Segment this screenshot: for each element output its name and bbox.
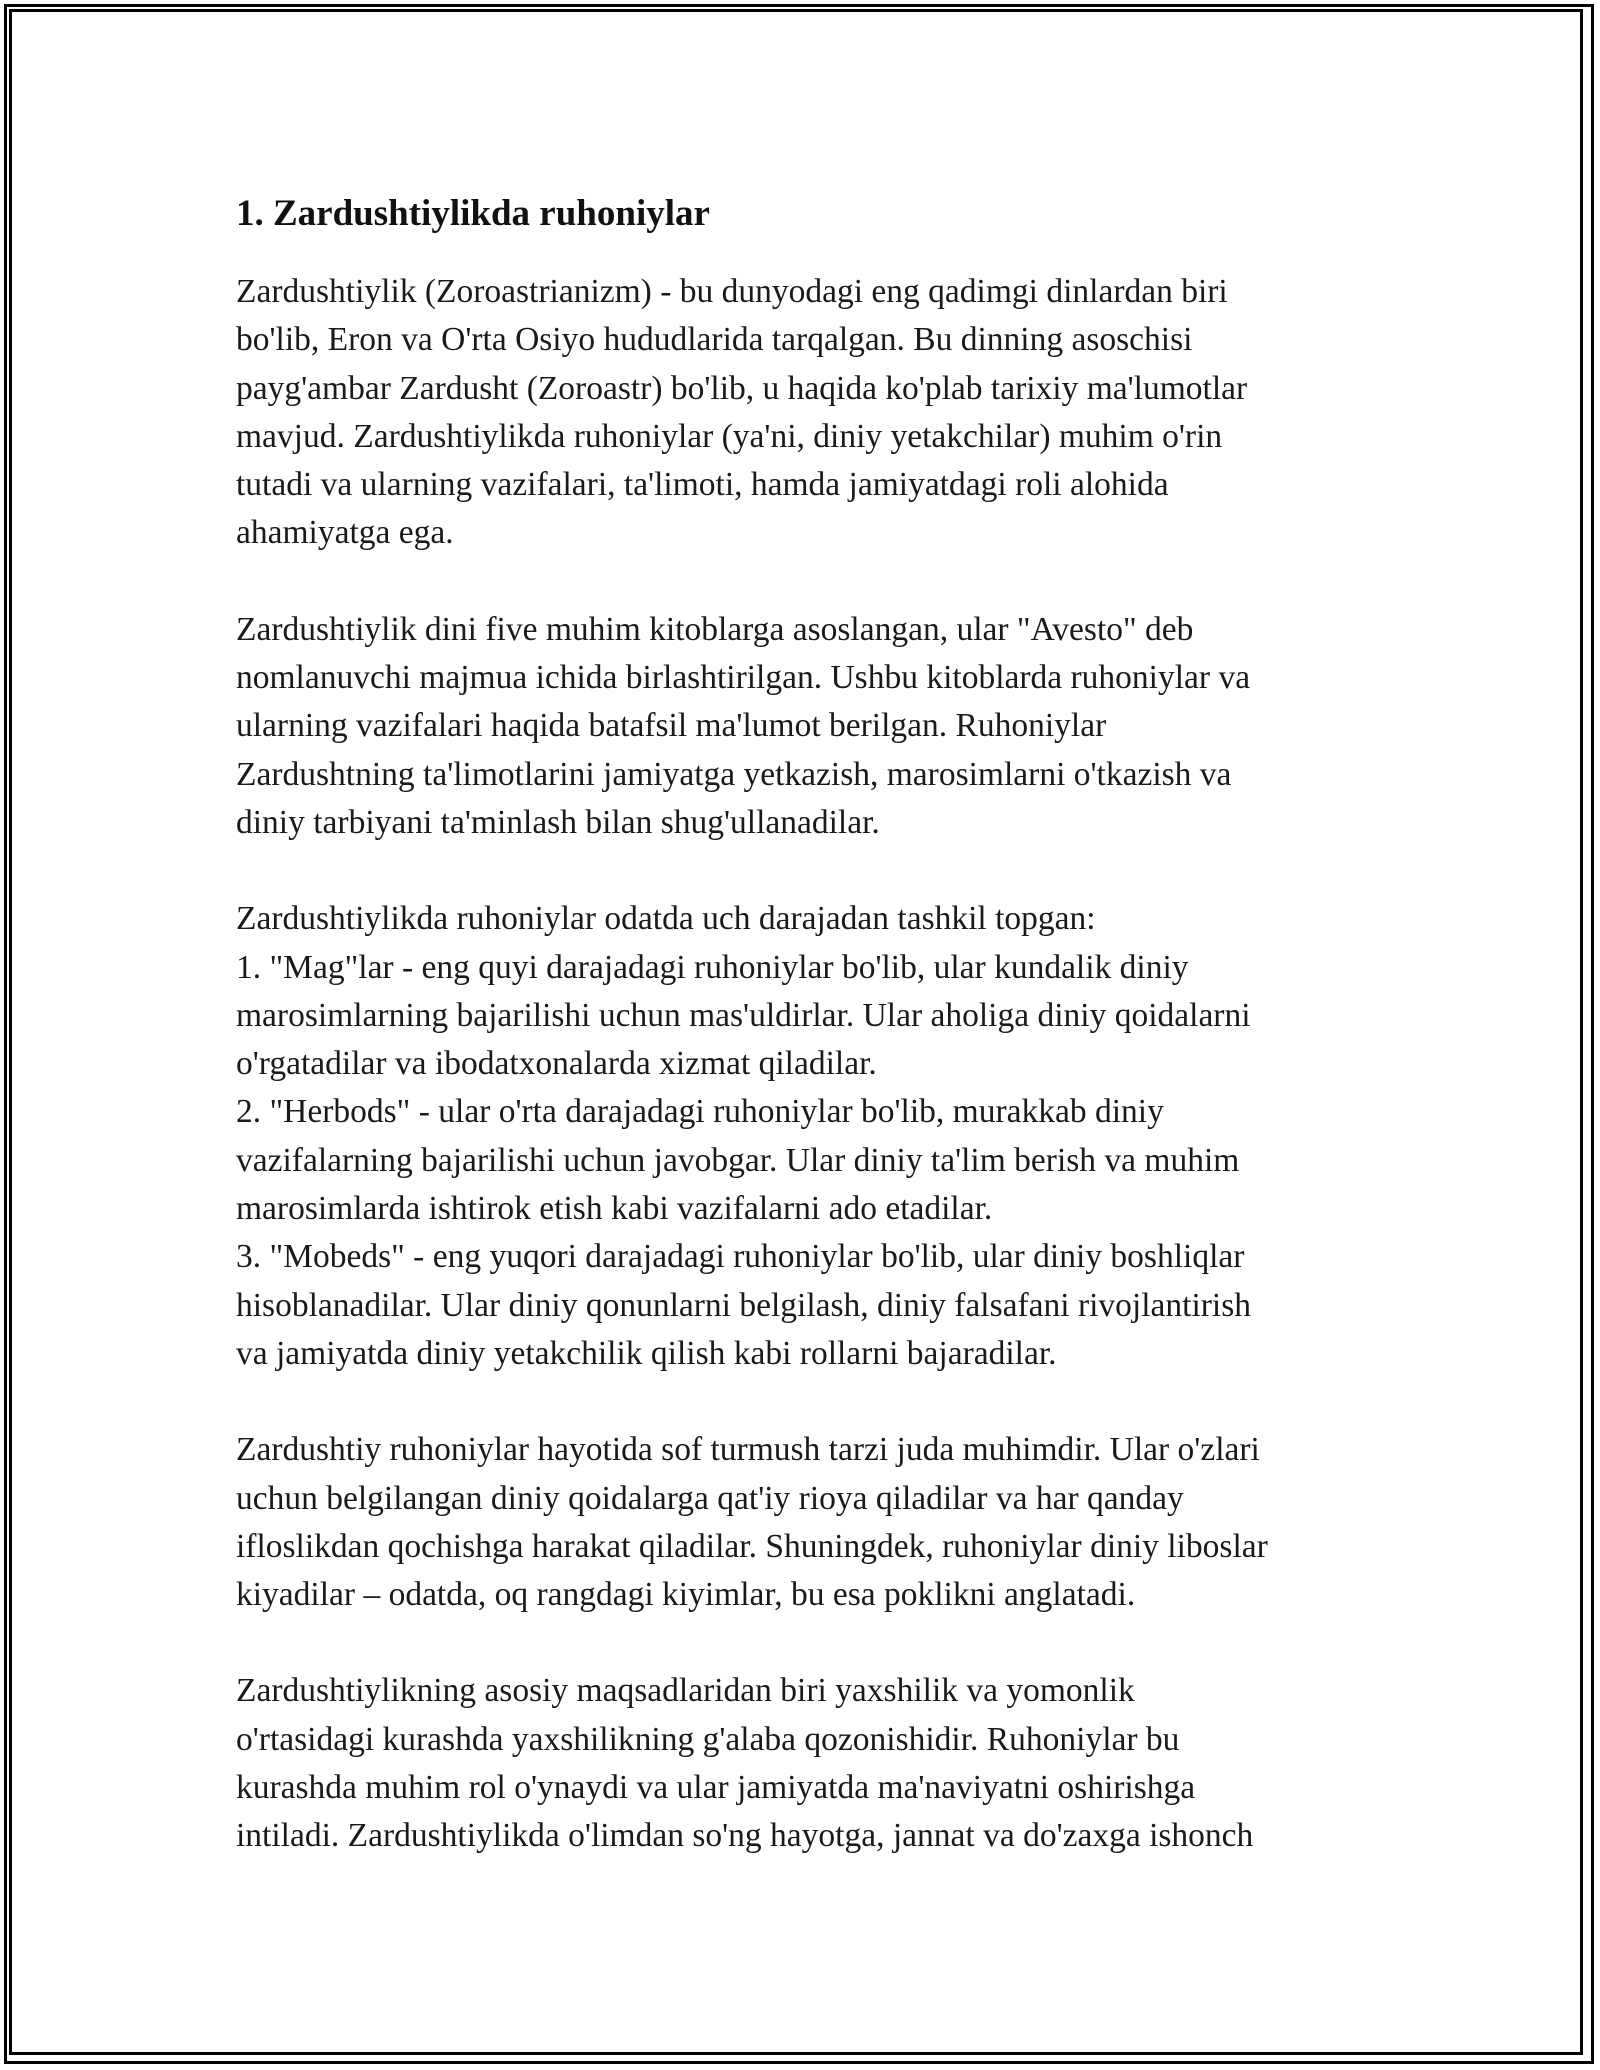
list-item-herbods: 2. "Herbods" - ular o'rta darajadagi ruhoniylar bo'lib, murakkab diniy bbox=[236, 1093, 1164, 1131]
text-line: uchun belgilangan diniy qoidalarga qat'iy rioya qiladilar va har qanday bbox=[236, 1479, 1184, 1517]
text-line: intiladi. Zardushtiylikda o'limdan so'ng hayotga, jannat va do'zaxga ishonch bbox=[236, 1817, 1254, 1855]
text-line: diniy tarbiyani ta'minlash bilan shug'ullanadilar. bbox=[236, 803, 880, 841]
text-line: bo'lib, Eron va O'rta Osiyo hududlarida tarqalgan. Bu dinning asoschisi bbox=[236, 321, 1193, 359]
section-heading: 1. Zardushtiylikda ruhoniylar bbox=[236, 193, 710, 234]
paragraph-goals bbox=[236, 1667, 1396, 1860]
list-item-mag: 1. "Mag"lar - eng quyi darajadagi ruhoniylar bo'lib, ular kundalik diniy bbox=[236, 948, 1189, 986]
text-line: Zardushtiylik dini five muhim kitoblarga asoslangan, ular "Avesto" deb bbox=[236, 610, 1194, 648]
text-line: o'rtasidagi kurashda yaxshilikning g'alaba qozonishidir. Ruhoniylar bu bbox=[236, 1720, 1180, 1758]
text-line: kurashda muhim rol o'ynaydi va ular jamiyatda ma'naviyatni oshirishga bbox=[236, 1769, 1196, 1807]
text-line: Zardushtning ta'limotlarini jamiyatga yetkazish, marosimlarni o'tkazish va bbox=[236, 755, 1232, 793]
text-line: vazifalarning bajarilishi uchun javobgar. Ular diniy ta'lim berish va muhim bbox=[236, 1141, 1240, 1179]
text-line: o'rgatadilar va ibodatxonalarda xizmat qiladilar. bbox=[236, 1045, 877, 1083]
text-line: mavjud. Zardushtiylikda ruhoniylar (ya'ni, diniy yetakchilar) muhim o'rin bbox=[236, 417, 1223, 455]
list-item-mobeds: 3. "Mobeds" - eng yuqori darajadagi ruhoniylar bo'lib, ular diniy boshliqlar bbox=[236, 1238, 1245, 1276]
text-line: ifloslikdan qochishga harakat qiladilar. Shuningdek, ruhoniylar diniy liboslar bbox=[236, 1527, 1268, 1565]
text-line: hisoblanadilar. Ular diniy qonunlarni belgilash, diniy falsafani rivojlantirish bbox=[236, 1286, 1252, 1324]
text-line: ahamiyatga ega. bbox=[236, 514, 454, 552]
text-line: marosimlarda ishtirok etish kabi vazifalarni ado etadilar. bbox=[236, 1190, 993, 1228]
text-line: payg'ambar Zardusht (Zoroastr) bo'lib, u haqida ko'plab tarixiy ma'lumotlar bbox=[236, 369, 1248, 407]
text-line: kiyadilar – odatda, oq rangdagi kiyimlar, bu esa poklikni anglatadi. bbox=[236, 1576, 1136, 1614]
paragraph-intro bbox=[236, 268, 1396, 558]
text-line: Zardushtiy ruhoniylar hayotida sof turmush tarzi juda muhimdir. Ular o'zlari bbox=[236, 1431, 1260, 1469]
text-line: Zardushtiylikda ruhoniylar odatda uch darajadan tashkil topgan: bbox=[236, 900, 1096, 938]
text-line: ularning vazifalari haqida batafsil ma'lumot berilgan. Ruhoniylar bbox=[236, 707, 1107, 745]
text-line: tutadi va ularning vazifalari, ta'limoti, hamda jamiyatdagi roli alohida bbox=[236, 466, 1169, 504]
document-body bbox=[236, 186, 1396, 1861]
text-line: Zardushtiylik (Zoroastrianizm) - bu dunyodagi eng qadimgi dinlardan biri bbox=[236, 273, 1228, 310]
text-line: marosimlarning bajarilishi uchun mas'uldirlar. Ular aholiga diniy qoidalarni bbox=[236, 996, 1251, 1034]
text-line: va jamiyatda diniy yetakchilik qilish kabi rollarni bajaradilar. bbox=[236, 1334, 1057, 1372]
paragraph-ranks bbox=[236, 895, 1396, 1378]
text-line: Zardushtiylikning asosiy maqsadlaridan biri yaxshilik va yomonlik bbox=[236, 1672, 1135, 1710]
paragraph-lifestyle bbox=[236, 1426, 1396, 1619]
text-line: nomlanuvchi majmua ichida birlashtirilgan. Ushbu kitoblarda ruhoniylar va bbox=[236, 659, 1251, 697]
paragraph-avesto bbox=[236, 606, 1396, 847]
